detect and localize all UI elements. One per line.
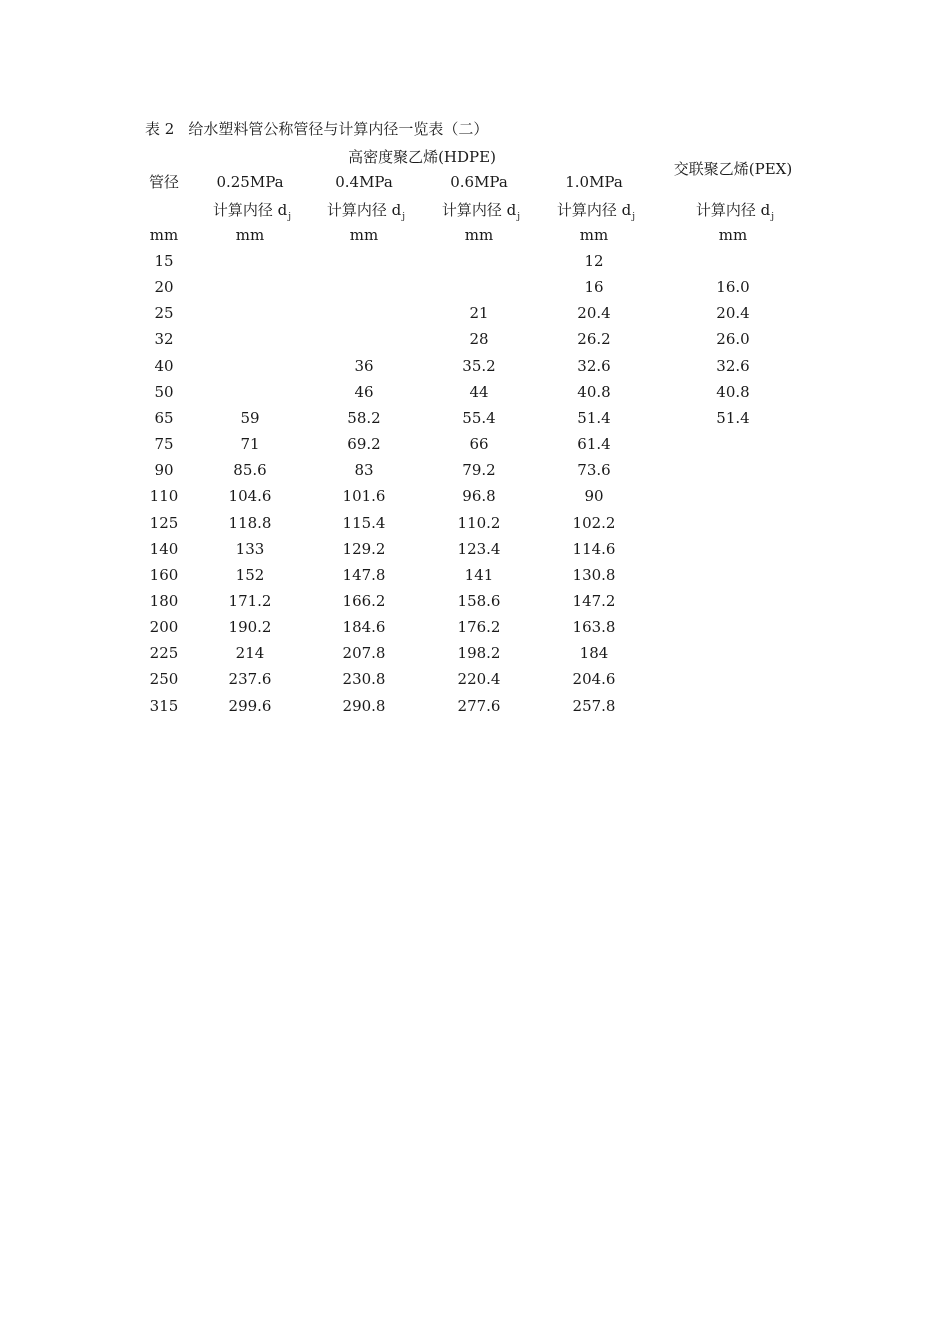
cell-hdpe-025: 85.6: [233, 461, 267, 480]
cell-hdpe-06: 21: [469, 304, 489, 323]
cell-hdpe-025: 118.8: [228, 513, 272, 532]
cell-hdpe-025: 190.2: [228, 618, 272, 637]
table-row: [0, 357, 950, 383]
cell-hdpe-04: 58.2: [347, 408, 381, 427]
table-number: 表 2: [145, 120, 175, 138]
cell-pipe-diameter: 140: [149, 539, 179, 558]
unit-header-pipe: mm: [149, 226, 179, 244]
cell-hdpe-06: 141: [464, 565, 494, 584]
table-row: [0, 697, 950, 723]
cell-pex: 40.8: [716, 382, 750, 401]
table-row: [0, 435, 950, 461]
cell-hdpe-06: 158.6: [457, 591, 501, 610]
cell-pipe-diameter: 75: [154, 435, 174, 454]
cell-hdpe-10: 114.6: [572, 539, 616, 558]
cell-hdpe-04: 147.8: [342, 565, 386, 584]
cell-hdpe-06: 198.2: [457, 644, 501, 663]
cell-hdpe-025: 152: [235, 565, 265, 584]
cell-pipe-diameter: 90: [154, 461, 174, 480]
table-row: [0, 670, 950, 696]
cell-hdpe-025: 237.6: [228, 670, 272, 689]
cell-hdpe-025: 104.6: [228, 487, 272, 506]
unit-header-0: mm: [235, 226, 265, 244]
cell-hdpe-04: 184.6: [342, 618, 386, 637]
cell-pipe-diameter: 250: [149, 670, 179, 689]
cell-hdpe-10: 40.8: [577, 382, 611, 401]
cell-hdpe-06: 28: [469, 330, 489, 349]
table-row: [0, 487, 950, 513]
cell-hdpe-025: 59: [240, 408, 260, 427]
cell-pex: 32.6: [716, 356, 750, 375]
cell-hdpe-10: 61.4: [577, 435, 611, 454]
cell-hdpe-06: 35.2: [462, 356, 496, 375]
pipe-diameter-header: 管径: [148, 173, 180, 191]
table-row: [0, 514, 950, 540]
table-row: [0, 618, 950, 644]
cell-pex: 20.4: [716, 304, 750, 323]
cell-pipe-diameter: 225: [149, 644, 179, 663]
calc-dia-header-2: 计算内径 $d_j$: [441, 201, 521, 222]
cell-hdpe-025: 171.2: [228, 591, 272, 610]
cell-hdpe-06: 123.4: [457, 539, 501, 558]
cell-hdpe-04: 207.8: [342, 644, 386, 663]
cell-hdpe-06: 79.2: [462, 461, 496, 480]
cell-hdpe-06: 220.4: [457, 670, 501, 689]
cell-pipe-diameter: 15: [154, 252, 174, 270]
cell-hdpe-06: 176.2: [457, 618, 501, 637]
calc-dia-header-0: 计算内径 $d_j$: [212, 201, 292, 222]
table-row: [0, 540, 950, 566]
cell-hdpe-04: 129.2: [342, 539, 386, 558]
cell-hdpe-025: 71: [240, 435, 260, 454]
cell-hdpe-10: 51.4: [577, 408, 611, 427]
cell-hdpe-10: 163.8: [572, 618, 616, 637]
cell-pipe-diameter: 200: [149, 618, 179, 637]
table-row: [0, 330, 950, 356]
cell-hdpe-06: 96.8: [462, 487, 496, 506]
cell-hdpe-04: 69.2: [347, 435, 381, 454]
cell-hdpe-04: 290.8: [342, 696, 386, 715]
table-row: [0, 278, 950, 304]
cell-pipe-diameter: 110: [149, 487, 179, 506]
table-row: [0, 644, 950, 670]
cell-hdpe-025: 299.6: [228, 696, 272, 715]
table-row: [0, 566, 950, 592]
cell-pipe-diameter: 32: [154, 330, 174, 349]
pressure-header-0: 0.25MPa: [216, 173, 284, 191]
cell-pipe-diameter: 160: [149, 565, 179, 584]
cell-hdpe-04: 230.8: [342, 670, 386, 689]
cell-hdpe-10: 20.4: [577, 304, 611, 323]
cell-hdpe-10: 26.2: [577, 330, 611, 349]
cell-hdpe-04: 83: [354, 461, 374, 480]
cell-pipe-diameter: 50: [154, 382, 174, 401]
cell-pipe-diameter: 65: [154, 408, 174, 427]
pressure-header-3: 1.0MPa: [565, 173, 623, 191]
cell-hdpe-10: 130.8: [572, 565, 616, 584]
cell-hdpe-06: 66: [469, 435, 489, 454]
cell-pipe-diameter: 125: [149, 513, 179, 532]
table-row: [0, 409, 950, 435]
cell-hdpe-025: 133: [235, 539, 265, 558]
table-row: [0, 252, 950, 278]
cell-pipe-diameter: 315: [149, 696, 179, 715]
table-row: [0, 383, 950, 409]
unit-header-2: mm: [464, 226, 494, 244]
table-row: [0, 461, 950, 487]
table-row: [0, 592, 950, 618]
cell-hdpe-06: 110.2: [457, 513, 501, 532]
group-header-pex: 交联聚乙烯(PEX): [673, 160, 793, 178]
cell-pipe-diameter: 25: [154, 304, 174, 323]
calc-dia-header-3: 计算内径 $d_j$: [556, 201, 636, 222]
cell-hdpe-06: 44: [469, 382, 489, 401]
calc-dia-header-pex: 计算内径 $d_j$: [695, 201, 775, 222]
table-row: [0, 304, 950, 330]
cell-hdpe-025: 214: [235, 644, 265, 663]
cell-hdpe-04: 101.6: [342, 487, 386, 506]
cell-pipe-diameter: 20: [154, 278, 174, 297]
cell-hdpe-10: 204.6: [572, 670, 616, 689]
cell-pipe-diameter: 40: [154, 356, 174, 375]
cell-hdpe-10: 16: [584, 278, 604, 297]
cell-hdpe-10: 147.2: [572, 591, 616, 610]
cell-hdpe-06: 55.4: [462, 408, 496, 427]
cell-hdpe-10: 32.6: [577, 356, 611, 375]
group-header-hdpe: 高密度聚乙烯(HDPE): [348, 148, 496, 166]
cell-hdpe-10: 102.2: [572, 513, 616, 532]
pressure-header-1: 0.4MPa: [335, 173, 393, 191]
cell-pex: 26.0: [716, 330, 750, 349]
cell-hdpe-04: 46: [354, 382, 374, 401]
cell-hdpe-10: 12: [584, 252, 604, 270]
cell-hdpe-04: 166.2: [342, 591, 386, 610]
unit-header-1: mm: [349, 226, 379, 244]
cell-hdpe-10: 73.6: [577, 461, 611, 480]
cell-pex: 16.0: [716, 278, 750, 297]
cell-pipe-diameter: 180: [149, 591, 179, 610]
pressure-header-2: 0.6MPa: [450, 173, 508, 191]
unit-header-3: mm: [579, 226, 609, 244]
unit-header-pex: mm: [718, 226, 748, 244]
cell-hdpe-10: 257.8: [572, 696, 616, 715]
cell-hdpe-10: 90: [584, 487, 604, 506]
cell-pex: 51.4: [716, 408, 750, 427]
cell-hdpe-04: 36: [354, 356, 374, 375]
cell-hdpe-10: 184: [579, 644, 609, 663]
calc-dia-header-1: 计算内径 $d_j$: [326, 201, 406, 222]
cell-hdpe-04: 115.4: [342, 513, 386, 532]
cell-hdpe-06: 277.6: [457, 696, 501, 715]
table-title: [145, 118, 488, 139]
table-caption: 给水塑料管公称管径与计算内径一览表（二）: [188, 120, 489, 138]
